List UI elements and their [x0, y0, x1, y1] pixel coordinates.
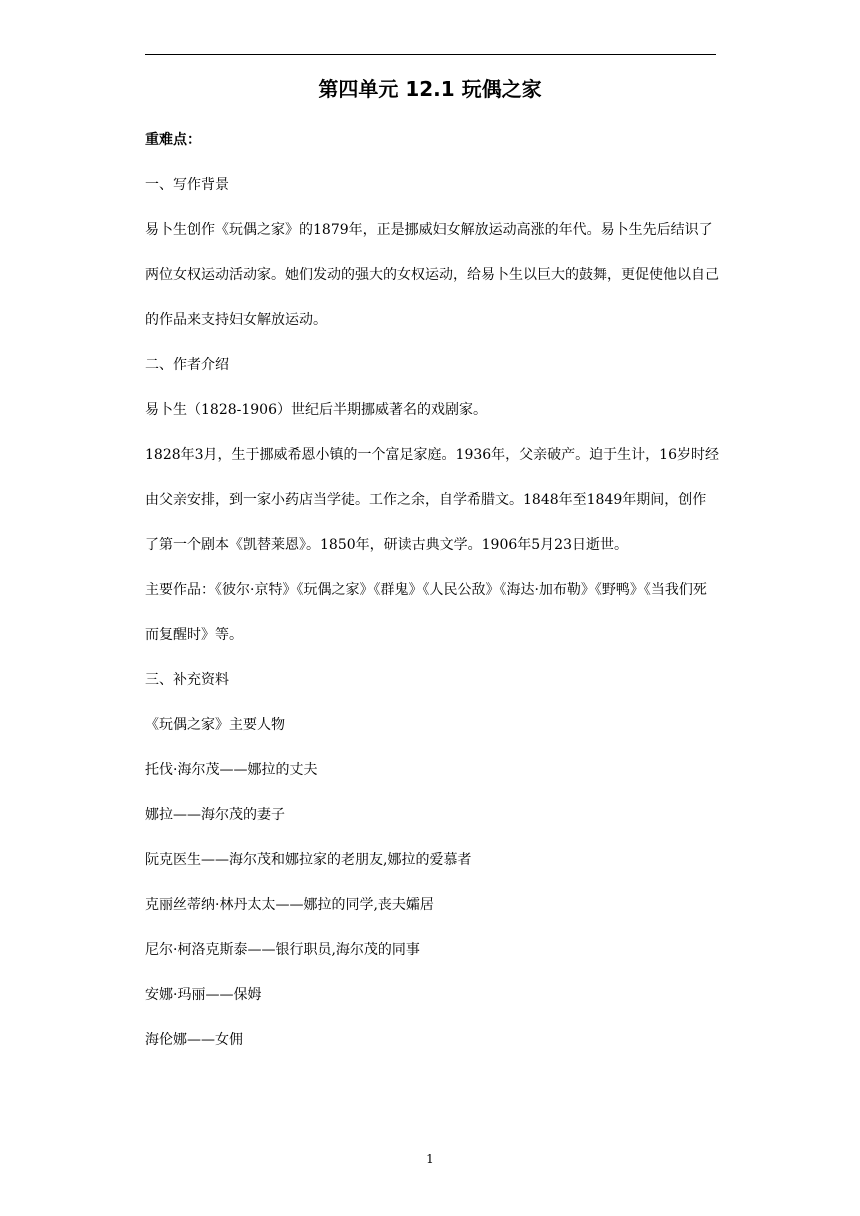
character-item: 尼尔·柯洛克斯泰——银行职员,海尔茂的同事 [145, 942, 420, 958]
section-heading-background: 一、写作背景 [145, 177, 229, 193]
header-rule [145, 54, 716, 55]
key-points-heading: 重难点： [145, 132, 201, 148]
characters-heading: 《玩偶之家》主要人物 [145, 717, 285, 733]
section-heading-supplement: 三、补充资料 [145, 672, 229, 688]
character-item: 海伦娜——女佣 [145, 1032, 243, 1048]
document-body [145, 118, 720, 1063]
character-item: 娜拉——海尔茂的妻子 [145, 807, 285, 823]
author-biography-paragraph: 1828年3月，生于挪威希恩小镇的一个富足家庭。1936年，父亲破产。迫于生计，16岁时经由父亲安排，到一家小药店当学徒。工作之余，自学希腊文。1848年至1849年期间，创作了第一个剧本《凯替莱恩》。1850年，研读古典文学。1906年5月23日逝世。 [145, 447, 719, 553]
page-number: 1 [426, 1152, 434, 1166]
major-works-paragraph: 主要作品：《彼尔·京特》《玩偶之家》《群鬼》《人民公敌》《海达·加布勒》《野鸭》《当我们死而复醒时》等。 [145, 582, 707, 643]
background-paragraph: 易卜生创作《玩偶之家》的1879年，正是挪威妇女解放运动高涨的年代。易卜生先后结识了两位女权运动活动家。她们发动的强大的女权运动，给易卜生以巨大的鼓舞，更促使他以自己的作品来支持妇女解放运动。 [145, 222, 719, 328]
character-item: 托伐·海尔茂——娜拉的丈夫 [145, 762, 318, 778]
character-item: 克丽丝蒂纳·林丹太太——娜拉的同学,丧夫孀居 [145, 897, 434, 913]
character-item: 安娜·玛丽——保姆 [145, 987, 262, 1003]
character-item: 阮克医生——海尔茂和娜拉家的老朋友,娜拉的爱慕者 [145, 852, 472, 868]
author-intro-paragraph: 易卜生（1828-1906）世纪后半期挪威著名的戏剧家。 [145, 402, 487, 418]
section-heading-author: 二、作者介绍 [145, 357, 229, 373]
document-title: 第四单元 12.1 玩偶之家 [318, 77, 542, 101]
